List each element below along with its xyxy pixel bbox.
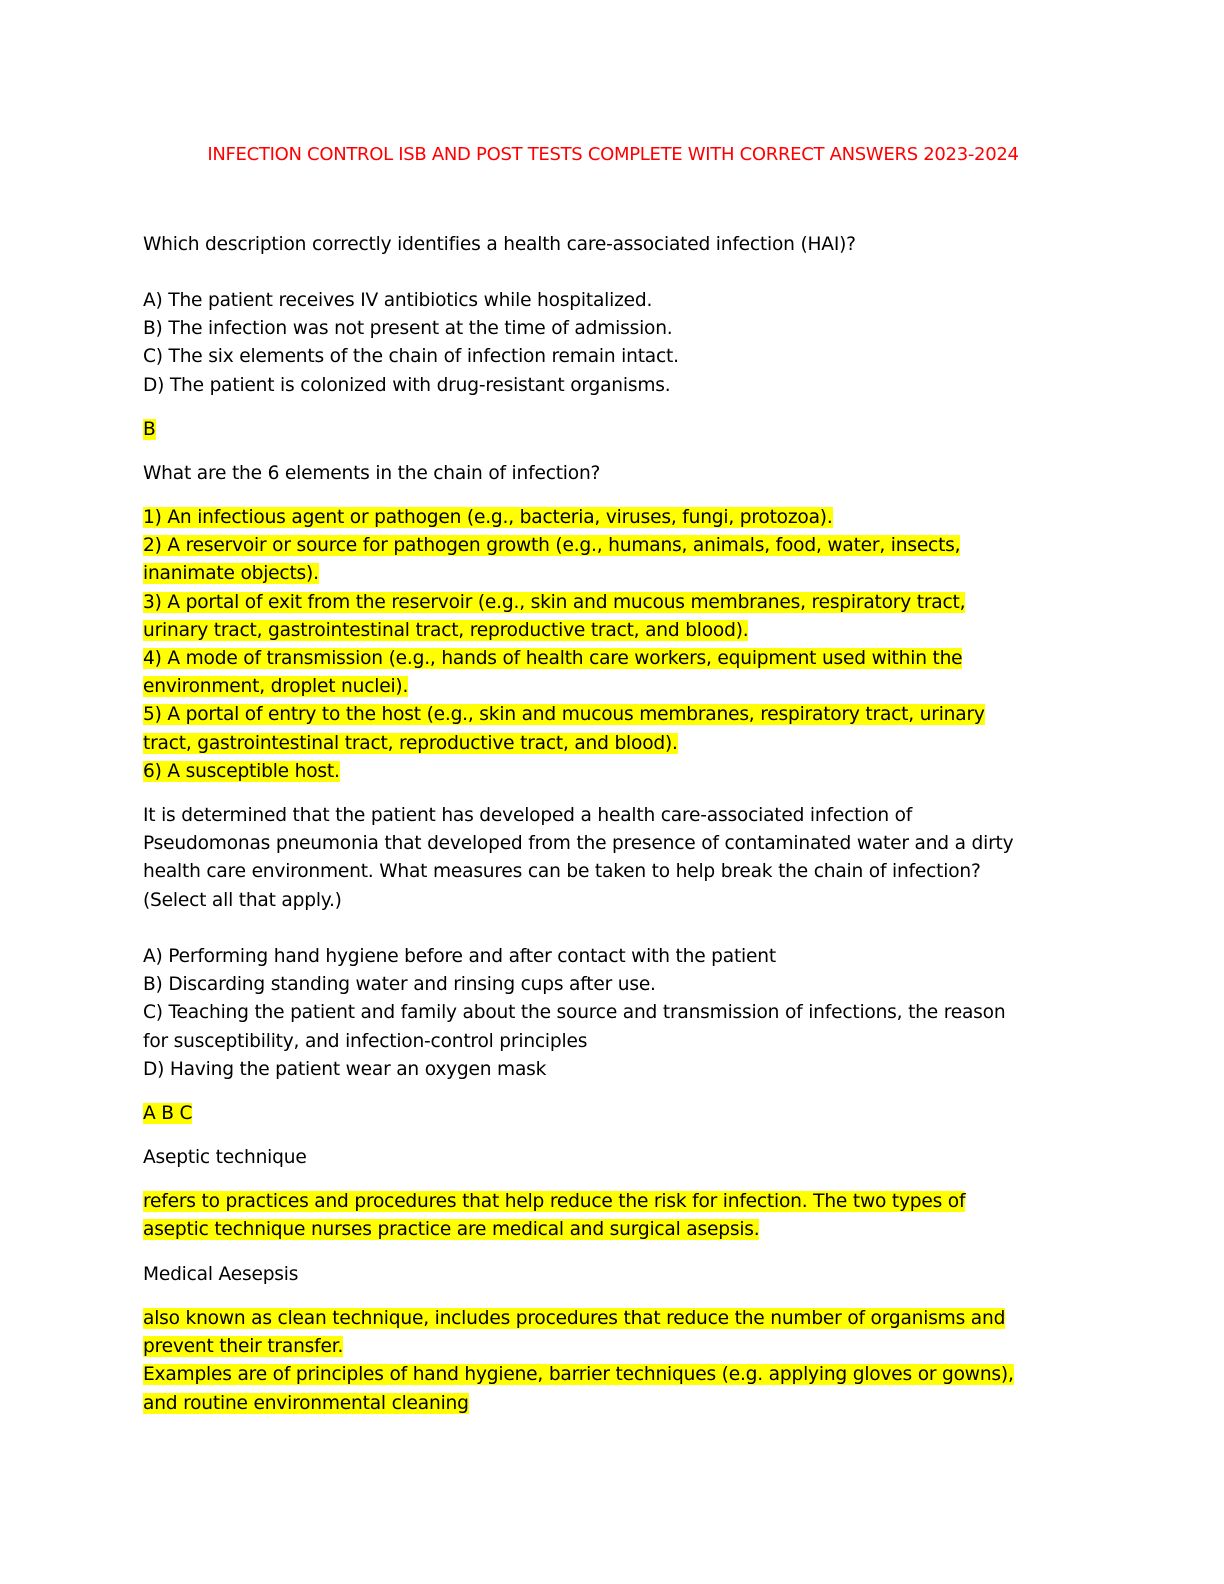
answer-line: 3) A portal of exit from the reservoir (e.g., skin and mucous membranes, respiratory tract, <box>143 591 966 613</box>
answer-line: 4) A mode of transmission (e.g., hands of health care workers, equipment used within the <box>143 647 963 669</box>
option-d: D) The patient is colonized with drug-resistant organisms. <box>143 374 671 396</box>
question-line: Pseudomonas pneumonia that developed from the presence of contaminated water and a dirty <box>143 833 1014 855</box>
option-line: for susceptibility, and infection-control principles <box>143 1030 588 1052</box>
answer-2 <box>143 504 1083 786</box>
term-aseptic-technique <box>143 1144 1083 1172</box>
option-line: B) Discarding standing water and rinsing cups after use. <box>143 974 656 996</box>
question-1 <box>143 231 1083 259</box>
definition-line: and routine environmental cleaning <box>143 1392 469 1414</box>
answer-3 <box>143 1100 1083 1128</box>
answer-line: 1) An infectious agent or pathogen (e.g., bacteria, viruses, fungi, protozoa). <box>143 507 833 528</box>
document-title: INFECTION CONTROL ISB AND POST TESTS COMPLETE WITH CORRECT ANSWERS 2023-2024 <box>207 144 1019 165</box>
question-line: health care environment. What measures can be taken to help break the chain of infection? <box>143 861 981 883</box>
definition-line: refers to practices and procedures that help reduce the risk for infection. The two types of <box>143 1191 966 1212</box>
question-2 <box>143 460 1083 488</box>
answer-line: tract, gastrointestinal tract, reproductive tract, and blood). <box>143 732 678 754</box>
option-c: C) The six elements of the chain of infection remain intact. <box>143 346 679 368</box>
answer-text: A B C <box>143 1103 193 1124</box>
definition-line: also known as clean technique, includes procedures that reduce the number of organisms and <box>143 1308 1006 1329</box>
question-3-options <box>143 943 1083 1084</box>
definition-medical-asepsis <box>143 1305 1083 1418</box>
definition-line: aseptic technique nurses practice are medical and surgical asepsis. <box>143 1219 760 1241</box>
answer-line: environment, droplet nuclei). <box>143 676 409 698</box>
option-line: D) Having the patient wear an oxygen mask <box>143 1058 547 1080</box>
question-1-options <box>143 287 1083 400</box>
question-text: Which description correctly identifies a health care-associated infection (HAI)? <box>143 234 856 255</box>
option-b: B) The infection was not present at the time of admission. <box>143 318 673 340</box>
option-line: A) Performing hand hygiene before and after contact with the patient <box>143 946 776 967</box>
question-text: What are the 6 elements in the chain of infection? <box>143 463 601 484</box>
answer-line: 2) A reservoir or source for pathogen growth (e.g., humans, animals, food, water, insects, <box>143 535 961 557</box>
definition-line: prevent their transfer. <box>143 1336 344 1358</box>
option-line: C) Teaching the patient and family about the source and transmission of infections, the reason <box>143 1002 1006 1024</box>
question-line: (Select all that apply.) <box>143 889 342 911</box>
answer-line: 5) A portal of entry to the host (e.g., skin and mucous membranes, respiratory tract, urinary <box>143 704 985 726</box>
answer-line: urinary tract, gastrointestinal tract, reproductive tract, and blood). <box>143 619 749 641</box>
term-text: Medical Aesepsis <box>143 1264 299 1285</box>
answer-line: 6) A susceptible host. <box>143 760 340 782</box>
option-a: A) The patient receives IV antibiotics while hospitalized. <box>143 290 653 311</box>
definition-aseptic-technique <box>143 1188 1083 1244</box>
definition-line: Examples are of principles of hand hygiene, barrier techniques (e.g. applying gloves or gowns), <box>143 1364 1014 1386</box>
question-line: It is determined that the patient has developed a health care-associated infection of <box>143 805 913 826</box>
answer-line: inanimate objects). <box>143 563 319 585</box>
term-medical-asepsis <box>143 1261 1083 1289</box>
answer-1 <box>143 416 1083 444</box>
answer-text: B <box>143 419 156 440</box>
term-text: Aseptic technique <box>143 1147 307 1168</box>
question-3 <box>143 802 1083 915</box>
